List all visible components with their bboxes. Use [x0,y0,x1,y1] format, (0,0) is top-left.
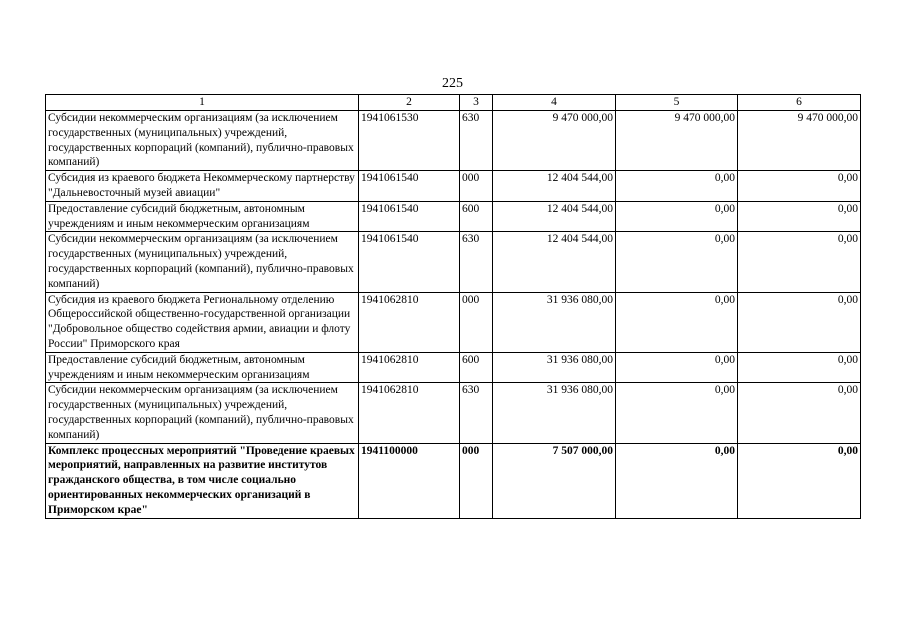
target-code-cell: 1941062810 [359,352,460,383]
expense-type-cell: 630 [460,232,493,292]
table-row [46,383,861,443]
header-cell: 2 [359,95,460,111]
amount-col4-cell: 31 936 080,00 [493,292,616,352]
item-name-cell: Субсидии некоммерческим организациям (за исключением государственных (муниципальных) учреждений, государственных корпораций (компаний), публично-правовых компаний) [46,111,359,171]
amount-col6-cell: 0,00 [738,201,861,232]
expense-type-cell: 630 [460,111,493,171]
amount-col5-cell: 0,00 [616,443,738,518]
amount-col6-cell: 9 470 000,00 [738,111,861,171]
expense-type-cell: 630 [460,383,493,443]
header-cell: 1 [46,95,359,111]
item-name-cell: Субсидии некоммерческим организациям (за исключением государственных (муниципальных) учреждений, государственных корпораций (компаний), публично-правовых компаний) [46,383,359,443]
amount-col4-cell: 9 470 000,00 [493,111,616,171]
target-code-cell: 1941061540 [359,232,460,292]
item-name-cell: Субсидия из краевого бюджета Региональному отделению Общероссийской общественно-государственной организации "Добровольное общество содействия армии, авиации и флоту России" Приморского края [46,292,359,352]
target-code-cell: 1941061540 [359,201,460,232]
item-name-cell: Предоставление субсидий бюджетным, автономным учреждениям и иным некоммерческим организациям [46,201,359,232]
item-name-cell: Субсидия из краевого бюджета Некоммерческому партнерству "Дальневосточный музей авиации" [46,171,359,202]
expense-type-cell: 000 [460,443,493,518]
amount-col5-cell: 0,00 [616,171,738,202]
item-name-cell: Субсидии некоммерческим организациям (за исключением государственных (муниципальных) учреждений, государственных корпораций (компаний), публично-правовых компаний) [46,232,359,292]
amount-col6-cell: 0,00 [738,232,861,292]
header-cell: 5 [616,95,738,111]
amount-col6-cell: 0,00 [738,292,861,352]
expense-type-cell: 000 [460,292,493,352]
amount-col5-cell: 0,00 [616,201,738,232]
header-row [46,95,861,111]
table-row [46,443,861,518]
table-row [46,232,861,292]
budget-table [45,94,861,519]
page-number: 225 [442,76,463,91]
amount-col6-cell: 0,00 [738,383,861,443]
amount-col6-cell: 0,00 [738,171,861,202]
amount-col5-cell: 0,00 [616,292,738,352]
amount-col5-cell: 0,00 [616,232,738,292]
amount-col5-cell: 0,00 [616,383,738,443]
expense-type-cell: 600 [460,352,493,383]
target-code-cell: 1941061540 [359,171,460,202]
target-code-cell: 1941062810 [359,383,460,443]
item-name-cell: Комплекс процессных мероприятий "Проведение краевых мероприятий, направленных на развитие институтов гражданского общества, в том числе социально ориентированных некоммерческих организаций в Приморском крае" [46,443,359,518]
header-cell: 4 [493,95,616,111]
amount-col6-cell: 0,00 [738,443,861,518]
amount-col4-cell: 12 404 544,00 [493,201,616,232]
amount-col4-cell: 31 936 080,00 [493,383,616,443]
expense-type-cell: 600 [460,201,493,232]
table-row [46,111,861,171]
table-row [46,201,861,232]
item-name-cell: Предоставление субсидий бюджетным, автономным учреждениям и иным некоммерческим организациям [46,352,359,383]
amount-col6-cell: 0,00 [738,352,861,383]
target-code-cell: 1941100000 [359,443,460,518]
header-cell: 6 [738,95,861,111]
expense-type-cell: 000 [460,171,493,202]
table-row [46,292,861,352]
amount-col4-cell: 7 507 000,00 [493,443,616,518]
table-row [46,171,861,202]
amount-col4-cell: 31 936 080,00 [493,352,616,383]
target-code-cell: 1941061530 [359,111,460,171]
table-row [46,352,861,383]
amount-col5-cell: 0,00 [616,352,738,383]
amount-col4-cell: 12 404 544,00 [493,232,616,292]
amount-col5-cell: 9 470 000,00 [616,111,738,171]
header-cell: 3 [460,95,493,111]
amount-col4-cell: 12 404 544,00 [493,171,616,202]
target-code-cell: 1941062810 [359,292,460,352]
